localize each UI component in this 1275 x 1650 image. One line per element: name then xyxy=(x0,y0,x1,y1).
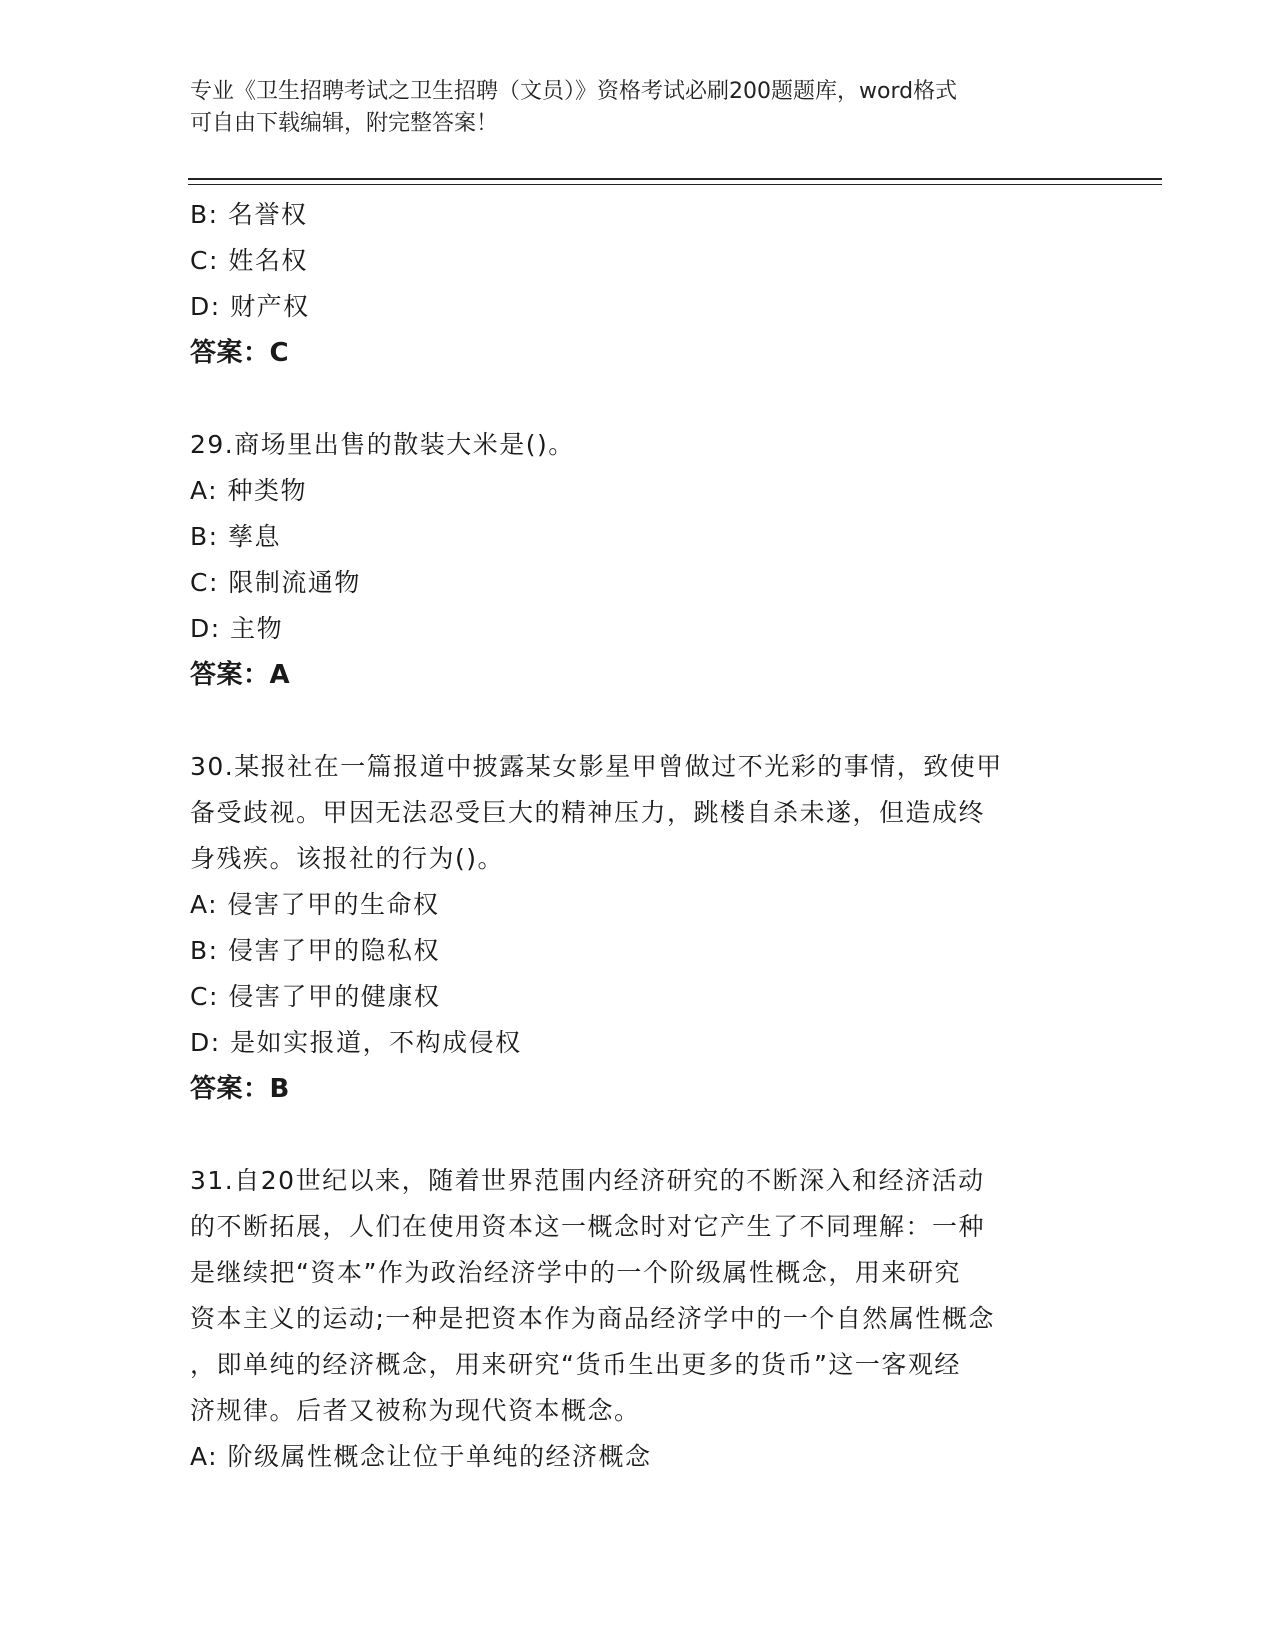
answer: 答案：C xyxy=(190,338,290,368)
spacer xyxy=(190,698,1090,744)
question-29 xyxy=(190,422,1090,698)
question-stem-line: 是继续把“资本”作为政治经济学中的一个阶级属性概念，用来研究 xyxy=(190,1258,961,1287)
question-stem-line: 济规律。后者又被称为现代资本概念。 xyxy=(190,1396,641,1425)
question-stem-line: 31.自20世纪以来，随着世界范围内经济研究的不断深入和经济活动 xyxy=(190,1166,985,1195)
option-d: D: 主物 xyxy=(190,614,284,643)
question-30 xyxy=(190,744,1090,1112)
option-b: B: 孳息 xyxy=(190,522,282,551)
answer: 答案：B xyxy=(190,1074,290,1104)
option-c: C: 侵害了甲的健康权 xyxy=(190,982,441,1011)
question-stem-line: ，即单纯的经济概念，用来研究“货币生出更多的货币”这一客观经 xyxy=(190,1350,961,1379)
option-a: A: 阶级属性概念让位于单纯的经济概念 xyxy=(190,1442,652,1471)
question-stem-line: 备受歧视。甲因无法忍受巨大的精神压力，跳楼自杀未遂，但造成终 xyxy=(190,798,986,827)
header-divider-thin xyxy=(188,184,1162,185)
header-divider-thick xyxy=(188,178,1162,180)
question-stem: 29.商场里出售的散装大米是()。 xyxy=(190,430,575,459)
header-line-1: 专业《卫生招聘考试之卫生招聘（文员）》资格考试必刷200题题库，word格式 xyxy=(190,79,958,104)
option-a: A: 种类物 xyxy=(190,476,308,505)
question-stem-line: 资本主义的运动;一种是把资本作为商品经济学中的一个自然属性概念 xyxy=(190,1304,995,1333)
spacer xyxy=(190,1112,1090,1158)
option-d: D: 财产权 xyxy=(190,292,310,321)
option-b: B: 侵害了甲的隐私权 xyxy=(190,936,441,965)
question-list xyxy=(190,192,1090,1480)
option-b: B: 名誉权 xyxy=(190,200,308,229)
spacer xyxy=(190,376,1090,422)
option-c: C: 限制流通物 xyxy=(190,568,361,597)
header-line-2: 可自由下载编辑，附完整答案！ xyxy=(190,111,499,136)
document-header xyxy=(190,76,1090,140)
question-stem-line: 30.某报社在一篇报道中披露某女影星甲曾做过不光彩的事情，致使甲 xyxy=(190,752,1003,781)
question-31 xyxy=(190,1158,1090,1480)
question-stem-line: 身残疾。该报社的行为()。 xyxy=(190,844,505,873)
question-28 xyxy=(190,192,1090,376)
option-a: A: 侵害了甲的生命权 xyxy=(190,890,440,919)
answer: 答案：A xyxy=(190,660,291,690)
option-c: C: 姓名权 xyxy=(190,246,308,275)
question-stem-line: 的不断拓展，人们在使用资本这一概念时对它产生了不同理解：一种 xyxy=(190,1212,986,1241)
option-d: D: 是如实报道，不构成侵权 xyxy=(190,1028,522,1057)
